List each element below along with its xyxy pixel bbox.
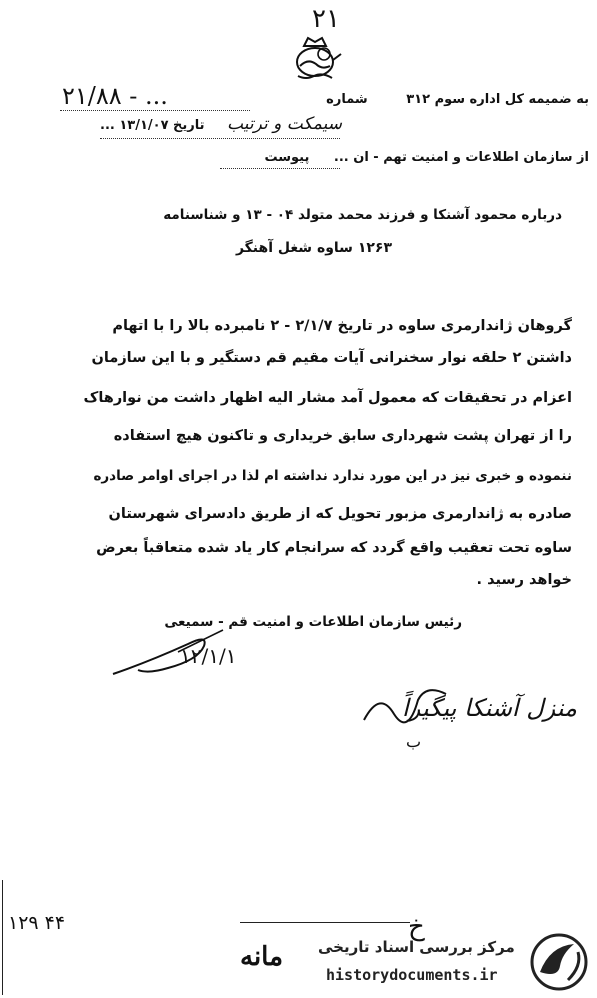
bottom-archive-code: ۱۲۹ ۴۴ xyxy=(8,912,66,934)
body-line-6: صادره به ژاندارمری مزبور تحویل که از طریق دادسرای شهرستان xyxy=(108,506,572,522)
margin-note: منزل آشنکا پیگیراً xyxy=(402,694,577,722)
letterhead-handwritten-office: سیمکت و ترتیب xyxy=(227,114,342,134)
letterhead-dotted-rule-1 xyxy=(60,110,250,111)
signature-title: رئیس سازمان اطلاعات و امنیت قم - سمیعی xyxy=(164,614,462,630)
body-line-2: داشتن ۲ حلقه نوار سخنرانی آیات مقیم قم دستگیر و با این سازمان xyxy=(91,350,572,366)
bottom-handwritten-rule xyxy=(240,922,410,923)
letterhead-dotted-rule-3 xyxy=(220,168,340,169)
bottom-handwritten-name: مانه xyxy=(240,942,284,972)
body-line-5: ننموده و خبری نیز در این مورد ندارد نداشته ام لذا در اجرای اوامر صادره xyxy=(93,468,572,484)
letterhead-number-label: شماره xyxy=(326,92,368,107)
subject-line-2: ۱۲۶۳ ساوه شغل آهنگر xyxy=(235,240,392,256)
letterhead-dotted-rule-2 xyxy=(100,138,340,139)
body-line-3: اعزام در تحقیقات که معمول آمد مشار الیه اظهار داشت من نوارهاک xyxy=(83,390,572,406)
letterhead-recipient-label: به ضمیمه کل اداره سوم ۳۱۲ xyxy=(406,92,589,107)
letterhead-from-text: از سازمان اطلاعات و امنیت تهم - ان ... xyxy=(333,150,589,165)
body-line-7: ساوه تحت تعقیب واقع گردد که سرانجام کار یاد شده متعاقباً بعرض xyxy=(96,540,572,556)
page-number-handwritten: ۲۱ xyxy=(312,4,340,34)
body-line-1: گروهان ژاندارمری ساوه در تاریخ ۲/۱/۷ - ۲ نامبرده بالا را با اتهام xyxy=(112,318,572,334)
scan-edge-line xyxy=(2,880,3,995)
letterhead-line-1 xyxy=(326,92,589,107)
watermark-title: مرکز بررسی اسناد تاریخی xyxy=(318,938,515,956)
margin-note-scribble xyxy=(360,680,450,730)
bottom-handwritten-mark: خ xyxy=(408,912,425,942)
body-line-8: خواهد رسید . xyxy=(476,572,572,588)
letterhead-date: تاریخ ۱۳/۱/۰۷ ... xyxy=(100,118,205,133)
signature-scribble xyxy=(108,622,228,682)
subject-line-1: درباره محمود آشنکا و فرزند محمد متولد ۰۴ - ۱۳ و شناسنامه xyxy=(163,207,562,223)
margin-note-mark: ب xyxy=(406,732,422,751)
letterhead-attachment-label: پیوست xyxy=(264,150,310,165)
letterhead-reference-number: ۲۱/۸۸ - ... xyxy=(62,82,168,110)
lion-and-sun-emblem-icon xyxy=(286,32,344,90)
watermark-url: historydocuments.ir xyxy=(326,966,498,984)
signature-date: ۱۲/۱/۱ xyxy=(180,644,237,668)
body-line-4: را از تهران پشت شهرداری سابق خریداری و تاکنون هیچ استفاده xyxy=(113,428,572,444)
historydocuments-logo-icon xyxy=(528,932,590,992)
letterhead-from xyxy=(264,150,589,165)
